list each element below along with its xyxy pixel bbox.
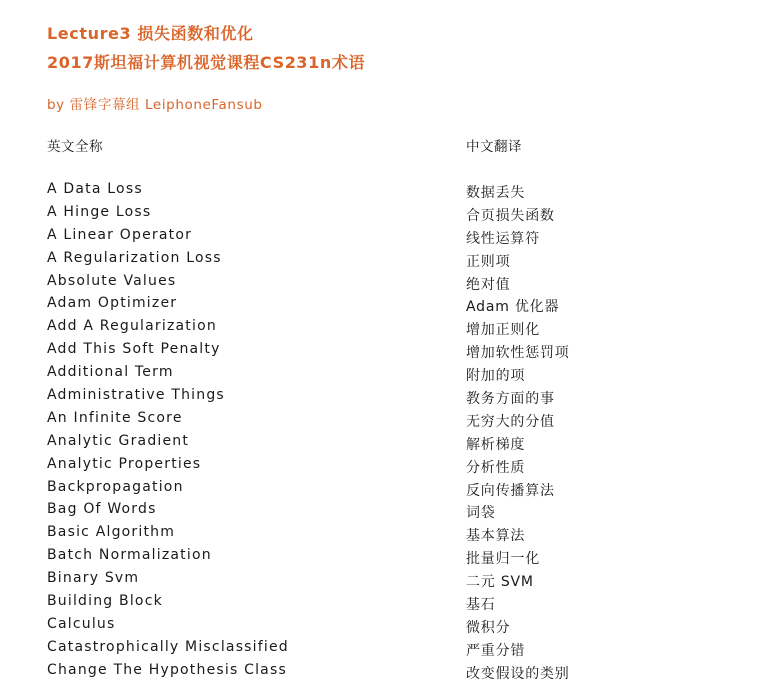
term-english: Add This Soft Penalty (47, 341, 221, 358)
term-row (0, 362, 776, 385)
term-chinese: 微积分 (466, 619, 511, 636)
column-header-chinese: 中文翻译 (466, 139, 522, 155)
term-english: Binary Svm (47, 570, 140, 587)
column-header-english: 英文全称 (47, 139, 103, 155)
term-english: A Regularization Loss (47, 249, 222, 266)
term-chinese: 基本算法 (466, 528, 526, 545)
term-chinese: 增加软性惩罚项 (466, 345, 570, 362)
term-chinese: 反向传播算法 (466, 482, 555, 499)
term-chinese: 词袋 (466, 505, 496, 522)
term-english: Building Block (47, 593, 163, 610)
term-row (0, 499, 776, 522)
term-row (0, 339, 776, 362)
byline: by 雷锋字幕组 LeiphoneFansub (47, 97, 263, 113)
term-english: Absolute Values (47, 272, 177, 289)
term-english: An Infinite Score (47, 409, 183, 426)
term-row (0, 248, 776, 271)
term-chinese: 正则项 (466, 253, 511, 270)
term-row (0, 637, 776, 660)
term-chinese: 基石 (466, 597, 496, 614)
term-row (0, 545, 776, 568)
term-english: Backpropagation (47, 478, 184, 495)
course-title: 2017斯坦福计算机视觉课程CS231n术语 (47, 53, 366, 72)
term-english: Analytic Gradient (47, 432, 190, 449)
lecture-title: Lecture3 损失函数和优化 (47, 24, 254, 43)
term-english: Adam Optimizer (47, 295, 178, 312)
term-chinese: 数据丢失 (466, 185, 526, 201)
term-chinese: 合页损失函数 (466, 207, 555, 224)
term-english: Bag Of Words (47, 501, 157, 518)
term-chinese: 分析性质 (466, 459, 526, 476)
term-row (0, 385, 776, 408)
term-row (0, 614, 776, 637)
term-row (0, 293, 776, 316)
term-chinese: Adam 优化器 (466, 299, 560, 316)
term-english: Calculus (47, 615, 116, 632)
term-row (0, 522, 776, 545)
term-chinese: 批量归一化 (466, 551, 540, 568)
term-row (0, 568, 776, 591)
term-chinese: 严重分错 (466, 642, 526, 659)
term-english: Administrative Things (47, 387, 225, 404)
term-row (0, 202, 776, 225)
term-row (0, 271, 776, 294)
term-english: A Data Loss (47, 181, 143, 197)
term-english: A Hinge Loss (47, 203, 152, 220)
term-chinese: 教务方面的事 (466, 391, 555, 408)
term-row (0, 454, 776, 477)
term-english: Add A Regularization (47, 318, 217, 335)
term-row (0, 316, 776, 339)
term-chinese: 解析梯度 (466, 436, 526, 453)
term-row (0, 591, 776, 614)
term-row (0, 477, 776, 500)
term-list (0, 179, 776, 683)
term-english: A Linear Operator (47, 226, 193, 243)
term-chinese: 绝对值 (466, 276, 511, 293)
term-english: Analytic Properties (47, 455, 202, 472)
term-chinese: 改变假设的类别 (466, 665, 570, 682)
term-chinese: 线性运算符 (466, 230, 540, 247)
term-row (0, 431, 776, 454)
term-chinese: 无穷大的分值 (466, 413, 555, 430)
term-row (0, 408, 776, 431)
term-english: Catastrophically Misclassified (47, 638, 289, 655)
term-row (0, 660, 776, 683)
term-chinese: 增加正则化 (466, 322, 540, 339)
term-english: Basic Algorithm (47, 524, 176, 541)
term-chinese: 二元 SVM (466, 574, 534, 591)
term-row (0, 225, 776, 248)
term-english: Change The Hypothesis Class (47, 661, 287, 678)
term-chinese: 附加的项 (466, 368, 526, 385)
term-english: Additional Term (47, 364, 174, 381)
term-row (0, 179, 776, 202)
term-english: Batch Normalization (47, 547, 212, 564)
